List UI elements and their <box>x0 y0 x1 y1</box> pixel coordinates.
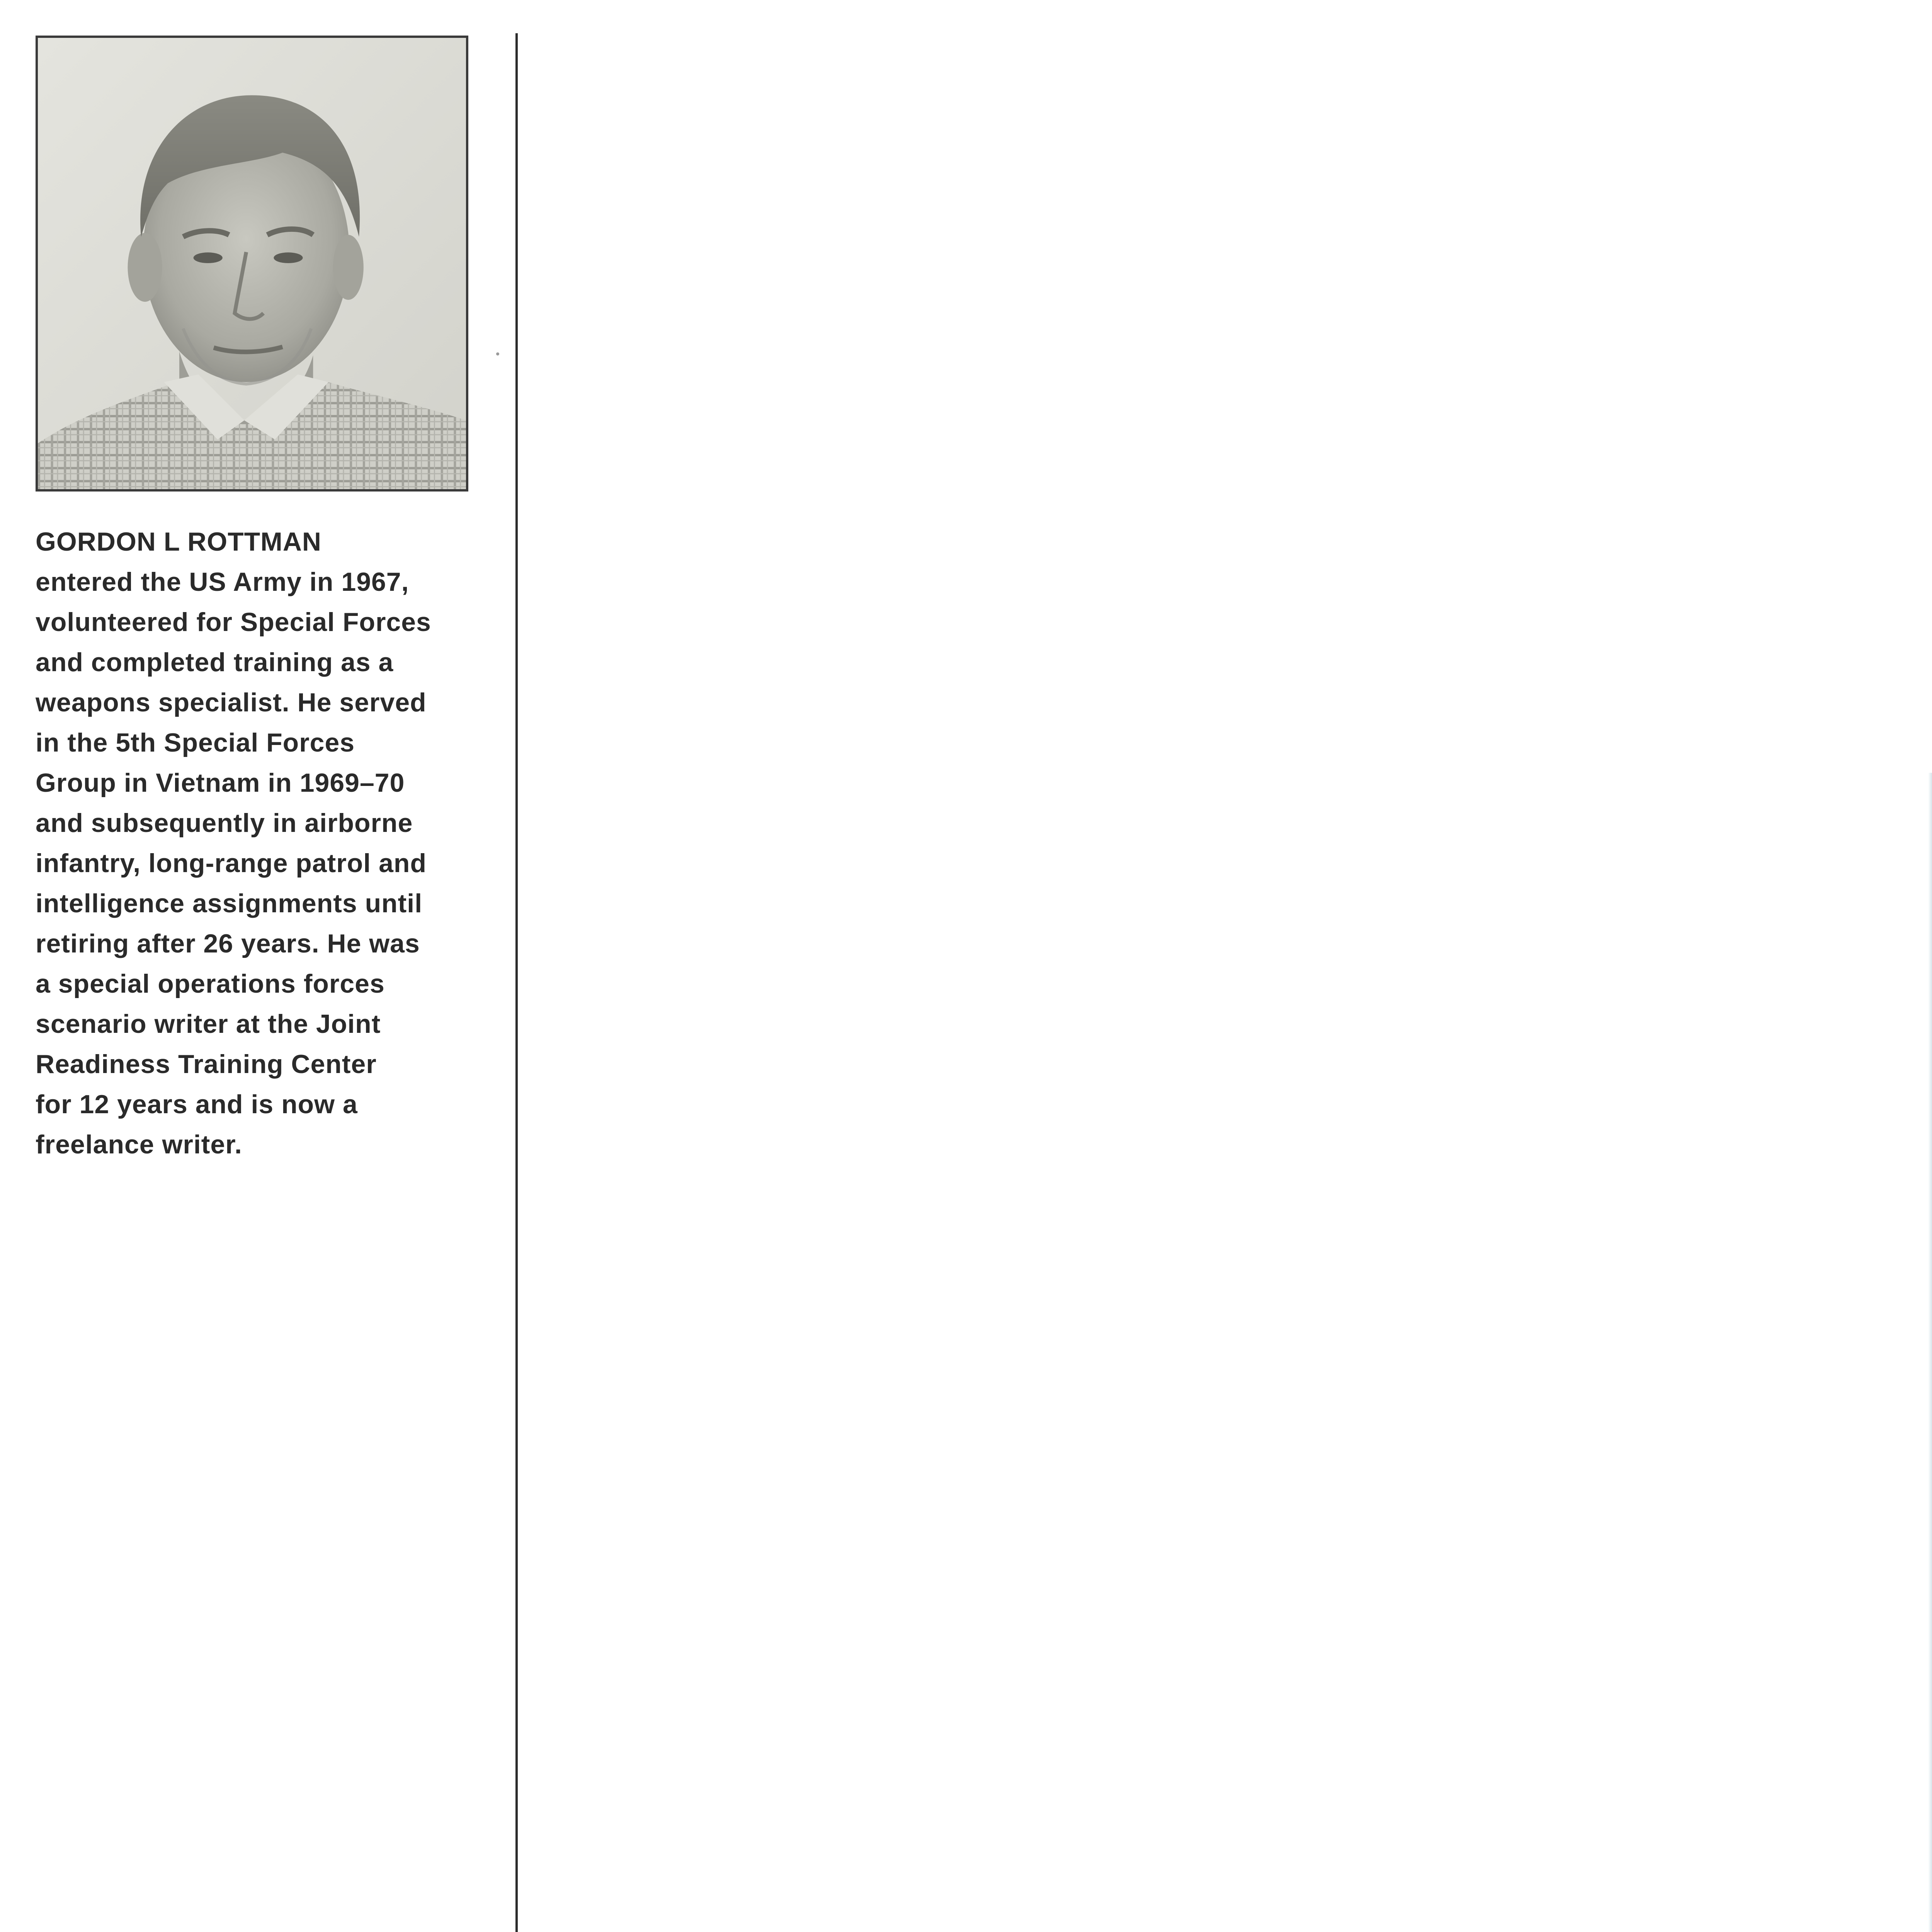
bio-line: intelligence assignments until <box>36 889 423 918</box>
bio-line: and subsequently in airborne <box>36 808 413 838</box>
author-name: GORDON L ROTTMAN <box>36 527 322 556</box>
bio-line: volunteered for Special Forces <box>36 607 431 637</box>
bio-line: for 12 years and is now a <box>36 1090 358 1119</box>
bio-line: and completed training as a <box>36 648 394 677</box>
bio-line: entered the US Army in 1967, <box>36 567 409 597</box>
vertical-rule <box>515 33 518 1932</box>
author-biography <box>36 522 480 1165</box>
author-portrait-photo <box>36 36 468 492</box>
bio-line: a special operations forces <box>36 969 385 998</box>
portrait-image <box>38 38 466 489</box>
page-edge-shadow <box>1928 773 1932 1932</box>
bio-line: Readiness Training Center <box>36 1049 377 1079</box>
bio-line: freelance writer. <box>36 1130 242 1159</box>
bio-line: Group in Vietnam in 1969–70 <box>36 768 405 798</box>
bio-line: scenario writer at the Joint <box>36 1009 381 1039</box>
bio-line: in the 5th Special Forces <box>36 728 355 757</box>
bio-line: infantry, long-range patrol and <box>36 849 427 878</box>
scan-speck <box>496 352 499 355</box>
bio-line: retiring after 26 years. He was <box>36 929 420 958</box>
bio-line: weapons specialist. He served <box>36 688 427 717</box>
